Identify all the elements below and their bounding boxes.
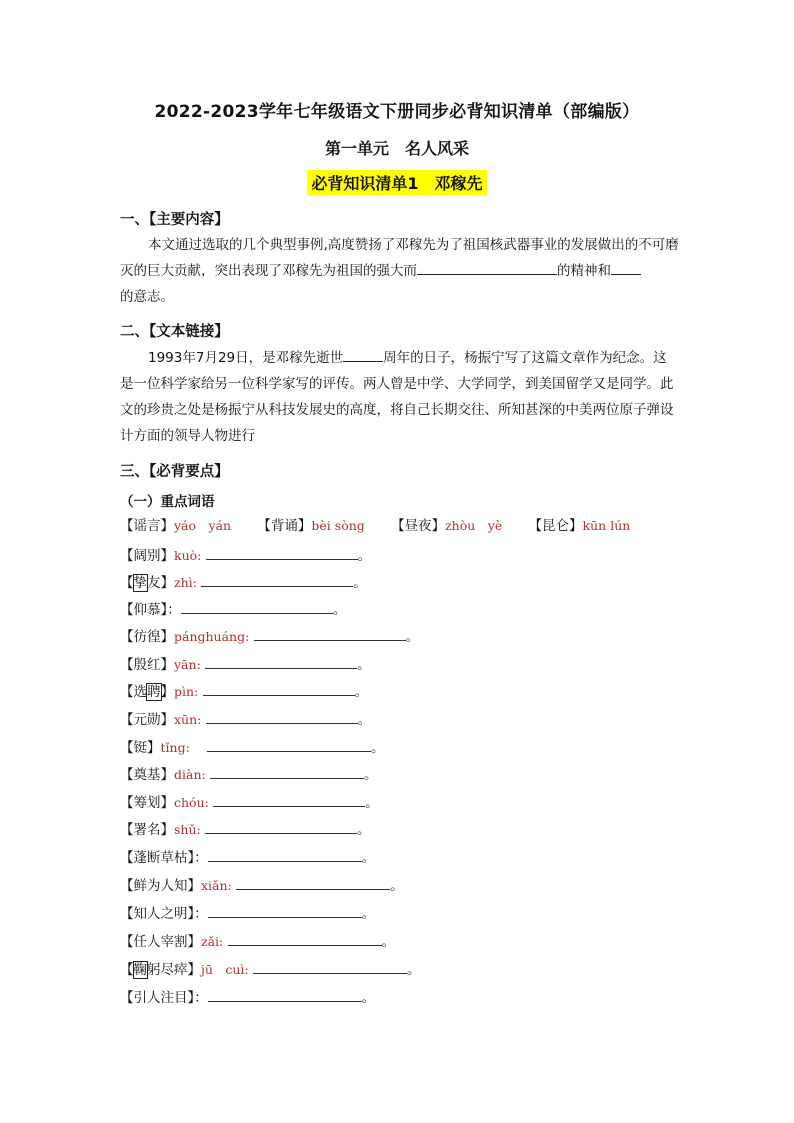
vocab-pinyin: tǐng: [160, 740, 190, 755]
vocab-pinyin: zhì: [174, 575, 197, 590]
document-title: 2022-2023学年七年级语文下册同步必背知识清单（部编版） [154, 102, 640, 122]
vocab-pinyin: chóu: [174, 795, 209, 810]
vocab-end: 。 [357, 712, 372, 728]
vocab-end: 。 [361, 850, 376, 866]
vocab-item [120, 709, 371, 729]
main-content-text-b: 的精神和 [557, 263, 611, 279]
vocab-item [120, 626, 419, 646]
vocab-word: 友】 [147, 575, 174, 591]
answer-line[interactable] [207, 737, 371, 752]
main-content-text-c: 的意志。 [120, 289, 174, 305]
answer-blank[interactable] [611, 260, 641, 275]
section-heading-key-points: 三、【必背要点】 [120, 464, 229, 480]
vocab-item [120, 599, 346, 619]
main-content-paragraph [120, 232, 680, 310]
vocab-pinyin: zǎi: [201, 934, 224, 949]
vocab-pinyin: kūn lún [582, 518, 631, 533]
vocab-boxed-char: 聘 [147, 684, 161, 700]
vocab-word: 【引人注目】： [120, 990, 208, 1006]
vocab-word: 【背诵】 [257, 518, 312, 534]
answer-line[interactable] [208, 987, 362, 1002]
vocab-pinyin: yáo yán [174, 518, 232, 533]
vocab-end: 。 [357, 822, 371, 838]
answer-line[interactable] [203, 681, 355, 696]
vocab-word: 【殷红】 [120, 657, 174, 673]
vocab-pinyin: kuò: [174, 548, 202, 563]
vocab-item [120, 792, 379, 812]
list-title: 必背知识清单1 邓稼先 [307, 170, 486, 195]
vocab-item [120, 847, 375, 867]
answer-line[interactable] [206, 545, 358, 560]
vocab-end: 。 [361, 906, 376, 922]
answer-blank[interactable] [343, 347, 383, 362]
section-heading-text-link: 二、【文本链接】 [120, 324, 229, 340]
vocab-word: 躬尽瘁】 [147, 962, 201, 978]
vocab-word: 【彷徨】 [120, 629, 174, 645]
vocab-word: 【筹划】 [120, 795, 174, 811]
vocab-end: 。 [361, 990, 376, 1006]
vocab-pinyin: shǔ: [174, 822, 201, 837]
vocab-pinyin: xiǎn: [201, 878, 232, 893]
vocab-item [120, 545, 371, 565]
vocab-word: 【署名】 [120, 822, 174, 838]
vocab-word: 【奠基】 [120, 767, 174, 783]
vocab-item [120, 987, 375, 1007]
answer-blank[interactable] [417, 260, 557, 275]
text-link-text-b: 周年的日子，杨振宁写了这篇文章作为纪念。这是一位科学家给另一位科学家写的评传。两人曾是中学、大学同学，到美国留学又是同学。此文的珍贵之处是杨振宁从科技发展史的高度，将自己长期交往、所知甚深的中美两位原子弹设计方面的领导人物进行 [120, 350, 674, 444]
vocab-end: 。 [381, 934, 396, 950]
unit-title: 第一单元 名人风采 [324, 139, 469, 158]
vocab-end: 。 [390, 878, 404, 894]
vocab-boxed-char: 挚 [133, 575, 147, 591]
answer-line[interactable] [205, 819, 357, 834]
vocab-pinyin: pánghuáng: [174, 629, 250, 644]
vocab-word: 【昼夜】 [391, 518, 446, 534]
vocab-word: 【鲜为人知】 [120, 878, 201, 894]
answer-line[interactable] [213, 792, 365, 807]
vocab-end: 。 [364, 767, 378, 783]
vocab-boxed-char: 鞠 [133, 962, 147, 978]
answer-line[interactable] [181, 599, 333, 614]
vocab-end: 。 [354, 684, 369, 700]
vocab-end: 。 [365, 795, 379, 811]
vocab-word: 【阔别】 [120, 548, 174, 564]
vocab-pinyin: jū cuì: [201, 962, 249, 977]
answer-line[interactable] [205, 654, 357, 669]
vocab-word: 】 [160, 684, 174, 700]
vocab-end: 。 [357, 548, 372, 564]
vocab-first-row [120, 516, 630, 536]
vocab-word: 【蓬断草枯】： [120, 850, 208, 866]
text-link-text-a: 1993年7月29日，是邓稼先逝世 [148, 350, 344, 366]
vocab-word: 【昆仑】 [528, 518, 583, 534]
vocab-item [120, 931, 395, 951]
vocab-pinyin: yān: [174, 657, 201, 672]
vocab-item [120, 681, 368, 701]
vocab-item [120, 903, 375, 923]
vocab-end: 。 [370, 740, 385, 756]
vocab-item [120, 654, 371, 674]
main-content-text-a: 本文通过选取的几个典型事例,高度赞扬了邓稼先为了祖国核武器事业的发展做出的不可磨灭的巨大贡献，突出表现了邓稼先为祖国的强大而 [120, 237, 679, 279]
answer-line[interactable] [253, 959, 407, 974]
vocab-end: 。 [406, 962, 421, 978]
answer-line[interactable] [201, 572, 353, 587]
answer-line[interactable] [208, 847, 362, 862]
vocab-word: 【任人宰割】 [120, 934, 201, 950]
vocab-word: 【仰慕】： [120, 602, 181, 618]
answer-line[interactable] [206, 709, 358, 724]
list-title-wrap [0, 170, 794, 195]
vocab-end: 。 [357, 657, 371, 673]
answer-line[interactable] [208, 903, 362, 918]
vocab-word: 【元勋】 [120, 712, 174, 728]
vocab-pinyin: diàn: [174, 767, 206, 782]
answer-line[interactable] [236, 875, 390, 890]
subheading-key-words: （一）重点词语 [120, 494, 215, 510]
vocab-end: 。 [332, 602, 347, 618]
vocab-item [120, 959, 420, 979]
vocab-item [120, 875, 404, 895]
vocab-pinyin: bèi sòng [311, 518, 365, 533]
vocab-end: 。 [405, 629, 420, 645]
text-link-paragraph [120, 345, 680, 449]
vocab-word: 【铤】 [120, 740, 161, 756]
vocab-word: 【知人之明】： [120, 906, 208, 922]
vocab-item [120, 764, 378, 784]
vocab-item [120, 819, 371, 839]
answer-line[interactable] [210, 764, 364, 779]
vocab-word: 【选 [120, 684, 147, 700]
vocab-item [120, 737, 384, 757]
vocab-item [120, 572, 367, 592]
vocab-pinyin: zhòu yè [445, 518, 503, 533]
vocab-pinyin: xūn: [174, 712, 202, 727]
section-heading-main-content: 一、【主要内容】 [120, 212, 229, 228]
vocab-word: 【 [120, 962, 134, 978]
vocab-pinyin: pìn: [174, 684, 199, 699]
vocab-word: 【 [120, 575, 134, 591]
answer-line[interactable] [228, 931, 382, 946]
answer-line[interactable] [254, 626, 406, 641]
vocab-word: 【谣言】 [120, 518, 174, 534]
vocab-end: 。 [353, 575, 367, 591]
